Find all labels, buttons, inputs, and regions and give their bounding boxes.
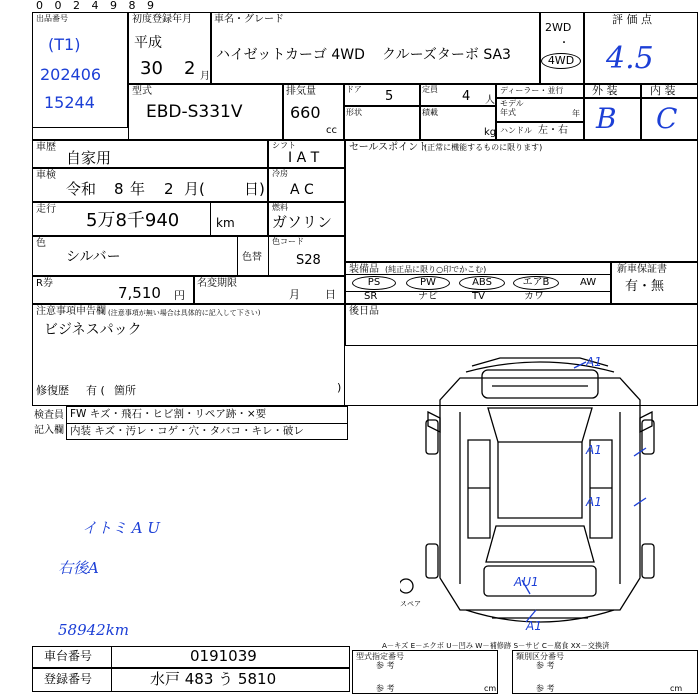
plate-label: 登録番号 <box>44 672 93 686</box>
notes-text: ビジネスパック <box>44 322 142 338</box>
fuel-label: 燃料 <box>272 203 288 212</box>
equip-leather: カワ <box>524 291 544 302</box>
mileage-value: 5万8千940 <box>86 210 180 231</box>
color-divider <box>237 236 238 276</box>
fuel-value: ガソリン <box>272 213 333 231</box>
lot-number: 15244 <box>44 93 95 112</box>
capacity-unit: 人 <box>485 95 495 106</box>
car-damage-diagram <box>400 348 690 640</box>
equip-tv: TV <box>472 291 485 302</box>
drive-dot: ・ <box>559 38 569 49</box>
model-label: 型式 <box>132 86 152 97</box>
hand-note-2: 右後A <box>58 559 99 577</box>
repair-close: ) <box>337 381 342 394</box>
mileage-unit: km <box>216 216 235 230</box>
mileage-label: 走行 <box>36 204 56 215</box>
equip-navi: ナビ <box>418 291 438 302</box>
expiry-day-unit: 日 <box>325 288 336 301</box>
roof <box>498 442 582 518</box>
checklist-label2: 記入欄 <box>34 425 64 436</box>
vehicle-name-label: 車名・グレード <box>214 14 284 25</box>
shift-value: I A T <box>288 150 320 166</box>
inspection-month-unit: 月( <box>184 180 205 198</box>
hand-note-1: イトミ A U <box>82 519 161 537</box>
shape-label: 形状 <box>346 108 362 117</box>
handle-label: ハンドル <box>500 126 532 135</box>
hand-odometer: 58942km <box>58 621 130 639</box>
sales-points-cell <box>345 140 698 262</box>
tax-label: R券 <box>36 278 53 289</box>
damage-mark-right-rear: A1 <box>586 495 602 509</box>
equipment-label: 装備品 <box>349 264 379 275</box>
checklist-line1: FW キズ・飛石・ヒビ割・リペア跡・×要 <box>70 408 267 420</box>
first-reg-era: 平成 <box>134 35 162 51</box>
model-year-unit: 年 <box>572 109 580 118</box>
model-value: EBD-S331V <box>146 102 243 122</box>
inspection-day-unit: 日) <box>244 180 265 198</box>
color-value: シルバー <box>66 249 121 265</box>
damage-legend: A－キズ E－エクボ U－凹み W－補修跡 S－サビ C－腐食 XX－交換済 <box>382 641 610 650</box>
class-number-label: 類別区分番号 <box>516 652 564 661</box>
chassis-label: 車台番号 <box>44 649 93 663</box>
displacement-value: 660 <box>290 103 321 122</box>
class-ref-1: 参 考 <box>536 661 555 670</box>
repair-value: 有 ( <box>86 384 105 397</box>
spare-tire-icon <box>400 579 413 593</box>
type-cm: cm <box>484 684 497 693</box>
ext-grade: B <box>596 102 617 135</box>
windshield <box>488 408 592 442</box>
repair-suffix: 箇所 <box>114 384 136 397</box>
equip-aw: AW <box>580 277 597 288</box>
shift-label: シフト <box>272 141 296 150</box>
equip-pw: PW <box>406 276 450 290</box>
capacity-value: 4 <box>462 89 471 104</box>
vehicle-grade: クルーズターボ SA3 <box>382 47 511 63</box>
notes-sublabel: (注意事項が無い場合は具体的に記入して下さい) <box>108 309 261 317</box>
chassis-number: 0191039 <box>190 647 257 665</box>
model-year-label2: 年式 <box>500 108 516 117</box>
displacement-unit: cc <box>326 125 337 136</box>
spare-label: スペア <box>400 600 421 608</box>
warranty-value: 有・無 <box>625 279 665 294</box>
color-code: S28 <box>296 253 321 268</box>
damage-mark-rear-door: AU1 <box>514 575 539 589</box>
equip-ps: PS <box>352 276 396 290</box>
equip-abs: ABS <box>459 276 505 290</box>
left-doors <box>468 440 490 538</box>
checklist-label1: 検査員 <box>34 410 64 421</box>
first-reg-month-unit: 月 <box>200 71 210 82</box>
damage-mark-right-front: A1 <box>586 443 602 457</box>
load-unit: kg <box>484 127 497 138</box>
load-label: 積載 <box>422 108 438 117</box>
ext-label: 外 装 <box>592 84 618 97</box>
color-label: 色 <box>36 238 46 249</box>
handle-value: 左・右 <box>538 125 568 136</box>
dealer-label: ディーラー・並行 <box>500 86 564 95</box>
tax-unit: 円 <box>174 289 185 302</box>
score-value: 4.5 <box>606 41 654 76</box>
lot-label: 出品番号 <box>36 14 68 23</box>
rear-door <box>484 566 596 596</box>
later-items-label: 後日品 <box>349 306 379 317</box>
type-number-label: 型式指定番号 <box>356 652 404 661</box>
int-label: 内 装 <box>650 84 676 97</box>
notes-label: 注意事項申告欄 <box>36 306 106 317</box>
wheel-rear-left <box>426 544 438 578</box>
first-reg-label: 初度登録年月 <box>132 14 192 25</box>
ac-label: 冷房 <box>272 169 288 178</box>
history-value: 自家用 <box>66 149 112 167</box>
equipment-sub: (純正品に限り○印でかこむ) <box>385 265 487 274</box>
drive-4wd: 4WD <box>541 53 581 69</box>
expiry-month-unit: 月 <box>289 288 300 301</box>
tax-value: 7,510 <box>118 284 161 302</box>
doors-label: ドア <box>346 85 362 94</box>
sales-points-label: セールスポイント <box>349 142 429 153</box>
warranty-label: 新車保証書 <box>617 264 667 275</box>
model-year-label1: モデル <box>500 99 524 108</box>
vehicle-name: ハイゼットカーゴ 4WD <box>216 47 365 63</box>
date-code: 202406 <box>40 65 102 84</box>
checklist-line2: 内装 キズ・汚レ・コゲ・穴・タバコ・キレ・破レ <box>70 425 304 437</box>
notes-cell <box>32 304 345 406</box>
inspection-year-unit: 年 <box>130 180 146 198</box>
type-ref-1: 参 考 <box>376 661 395 670</box>
lane: (T1) <box>48 35 81 54</box>
drive-2wd: 2WD <box>545 21 572 34</box>
inspection-era: 令和 <box>66 180 97 198</box>
wheel-rear-right <box>642 544 654 578</box>
tax-cell <box>32 276 194 304</box>
top-digits: 0 0 2 4 9 8 9 <box>36 0 158 12</box>
hood-outline <box>482 370 598 398</box>
rear-window <box>486 526 594 562</box>
repair-label: 修復歴 <box>36 384 69 397</box>
expiry-label: 名変期限 <box>197 278 237 289</box>
ac-value: A C <box>290 182 314 198</box>
history-label: 車歴 <box>36 142 56 153</box>
class-cm: cm <box>670 684 683 693</box>
checklist-divider <box>66 423 348 424</box>
first-reg-year: 30 <box>140 58 163 79</box>
inspection-year: 8 <box>114 180 124 198</box>
type-ref-2: 参 考 <box>376 684 395 693</box>
first-reg-month: 2 <box>184 58 196 79</box>
displacement-label: 排気量 <box>286 86 316 97</box>
color-code-label: 色コード <box>272 237 304 246</box>
later-items-cell <box>345 304 698 346</box>
doors-value: 5 <box>385 89 394 104</box>
sales-points-sub: (正常に機能するものに限ります) <box>424 143 543 152</box>
int-grade: C <box>656 102 678 135</box>
damage-mark-rear-bumper: A1 <box>526 619 542 633</box>
score-label: 評 価 点 <box>612 13 652 26</box>
inspection-label: 車検 <box>36 170 56 181</box>
color-change-label: 色替 <box>242 252 262 263</box>
body-outline <box>440 378 640 610</box>
capacity-label: 定員 <box>422 85 438 94</box>
equip-airbag: エアB <box>513 276 559 290</box>
class-ref-2: 参 考 <box>536 684 555 693</box>
damage-mark-front: A1 <box>586 355 602 369</box>
equip-sr: SR <box>364 291 378 302</box>
plate-number: 水戸 483 う 5810 <box>150 670 277 688</box>
inspection-month: 2 <box>164 180 174 198</box>
